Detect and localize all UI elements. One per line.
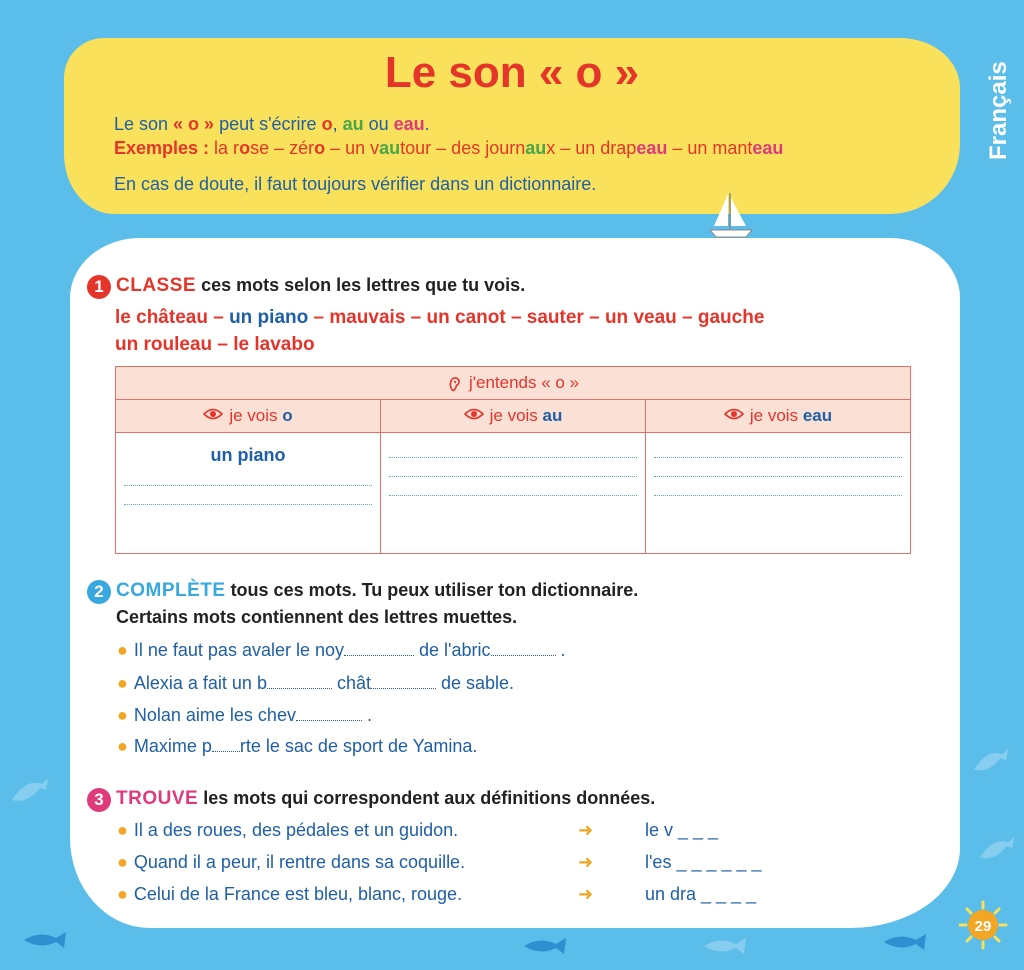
arrow-right-icon: ➜ bbox=[578, 852, 594, 872]
sort-table bbox=[115, 366, 911, 554]
exercise-3-text: les mots qui correspondent aux définitions données. bbox=[198, 788, 656, 808]
fish-icon bbox=[880, 930, 930, 954]
column-header-o bbox=[116, 400, 381, 433]
definition-text: Il a des roues, des pédales et un guidon. bbox=[133, 820, 459, 840]
column-spelling: o bbox=[282, 405, 293, 425]
sailboat-icon bbox=[706, 190, 756, 240]
fish-icon bbox=[976, 832, 1016, 866]
writing-line[interactable] bbox=[124, 485, 372, 486]
answer-field[interactable]: l'es _ _ _ _ _ _ bbox=[645, 852, 762, 872]
bullet-icon: ● bbox=[117, 640, 128, 660]
eye-icon bbox=[724, 406, 744, 426]
fish-icon bbox=[520, 934, 570, 958]
writing-line[interactable] bbox=[654, 495, 902, 496]
definition-3 bbox=[117, 884, 462, 905]
exercise-1-keyword: CLASSE bbox=[116, 275, 197, 296]
blank-field[interactable] bbox=[296, 719, 362, 721]
bullet-icon: ● bbox=[117, 852, 128, 872]
eye-icon bbox=[203, 406, 223, 426]
column-label: je vois bbox=[749, 405, 803, 425]
column-au-cell[interactable] bbox=[381, 433, 646, 554]
sentence-2 bbox=[117, 673, 514, 694]
example-part: tour – des journ bbox=[400, 138, 526, 158]
rule-part: . bbox=[424, 114, 430, 134]
example-part: la r bbox=[209, 138, 240, 158]
example-part: – un v bbox=[325, 138, 380, 158]
sentence-part: Il ne faut pas avaler le noy bbox=[133, 640, 345, 660]
blank-field[interactable] bbox=[212, 750, 240, 752]
exercise-number-1: 1 bbox=[87, 275, 111, 299]
table-header-text: j'entends « o » bbox=[468, 373, 580, 392]
sentence-part: Maxime p bbox=[133, 736, 212, 756]
exercise-2-keyword: COMPLÈTE bbox=[116, 580, 226, 601]
ear-icon bbox=[447, 375, 463, 393]
example-part: se – zér bbox=[250, 138, 315, 158]
answer-field[interactable]: le v _ _ _ bbox=[645, 820, 719, 840]
column-spelling: eau bbox=[802, 405, 833, 425]
exercise-number-2: 2 bbox=[87, 580, 111, 604]
examples-label: Exemples : bbox=[114, 138, 210, 158]
rule-text bbox=[114, 114, 430, 135]
example-part: au bbox=[525, 138, 547, 158]
spelling-au: au bbox=[342, 114, 364, 134]
writing-line[interactable] bbox=[654, 457, 902, 458]
rule-note: En cas de doute, il faut toujours vérifier dans un dictionnaire. bbox=[114, 174, 597, 194]
sentence-part: . bbox=[555, 640, 566, 660]
rule-part: Le son bbox=[114, 114, 174, 134]
column-header-au bbox=[381, 400, 646, 433]
blank-field[interactable] bbox=[267, 687, 332, 689]
column-eau-cell[interactable] bbox=[646, 433, 911, 554]
definition-text: Quand il a peur, il rentre dans sa coquille. bbox=[133, 852, 466, 872]
fish-icon bbox=[8, 774, 50, 808]
column-o-cell[interactable] bbox=[116, 433, 381, 554]
writing-line[interactable] bbox=[124, 504, 372, 505]
example-part: o bbox=[314, 138, 326, 158]
writing-line[interactable] bbox=[389, 457, 637, 458]
arrow-right-icon: ➜ bbox=[578, 884, 594, 904]
subject-label bbox=[976, 30, 1016, 170]
column-spelling: au bbox=[542, 405, 563, 425]
word-list bbox=[115, 304, 875, 358]
example-part: au bbox=[379, 138, 401, 158]
example-part: – un mant bbox=[667, 138, 753, 158]
rule-box bbox=[64, 38, 960, 214]
rule-sound: « o » bbox=[173, 114, 215, 134]
sentence-part: rte le sac de sport de Yamina. bbox=[239, 736, 478, 756]
fish-icon bbox=[700, 934, 750, 958]
rule-part: peut s'écrire bbox=[214, 114, 322, 134]
bullet-icon: ● bbox=[117, 820, 128, 840]
arrow-right-icon: ➜ bbox=[578, 820, 594, 840]
answer-field[interactable]: un dra _ _ _ _ bbox=[645, 884, 757, 904]
example-part: o bbox=[239, 138, 251, 158]
example-part: eau bbox=[752, 138, 784, 158]
rule-part: ou bbox=[363, 114, 394, 134]
fish-icon bbox=[20, 928, 70, 952]
sentence-4 bbox=[117, 736, 477, 757]
word-list-part: un rouleau – le lavabo bbox=[115, 334, 315, 355]
writing-line[interactable] bbox=[654, 476, 902, 477]
bullet-icon: ● bbox=[117, 884, 128, 904]
sentence-part: . bbox=[361, 705, 372, 725]
blank-field[interactable] bbox=[344, 654, 414, 656]
blank-field[interactable] bbox=[491, 654, 556, 656]
spelling-o: o bbox=[321, 114, 333, 134]
column-label: je vois bbox=[229, 405, 283, 425]
column-label: je vois bbox=[489, 405, 543, 425]
spelling-eau: eau bbox=[393, 114, 425, 134]
exercise-2-text: tous ces mots. Tu peux utiliser ton dictionnaire. bbox=[225, 580, 639, 600]
examples-line bbox=[114, 138, 783, 159]
eye-icon bbox=[464, 406, 484, 426]
sentence-3 bbox=[117, 705, 372, 726]
rule-part: , bbox=[332, 114, 343, 134]
bullet-icon: ● bbox=[117, 736, 128, 756]
word-list-example: un piano bbox=[229, 307, 309, 328]
subject-label-text: Français bbox=[985, 61, 1012, 160]
sentence-part: Alexia a fait un b bbox=[133, 673, 267, 693]
blank-field[interactable] bbox=[371, 687, 436, 689]
sentence-1 bbox=[117, 640, 566, 661]
sun-icon bbox=[958, 900, 1008, 950]
word-list-part: – mauvais – un canot – sauter – un veau – gauche bbox=[308, 307, 765, 328]
page-number: 29 bbox=[974, 918, 992, 935]
sentence-part: de sable. bbox=[436, 673, 515, 693]
page-title: Le son « o » bbox=[384, 48, 640, 97]
bullet-icon: ● bbox=[117, 705, 128, 725]
sentence-part: chât bbox=[331, 673, 371, 693]
exercise-3-keyword: TROUVE bbox=[116, 788, 199, 809]
definition-1 bbox=[117, 820, 458, 841]
writing-line[interactable] bbox=[389, 476, 637, 477]
column-header-eau bbox=[646, 400, 911, 433]
exercise-2-instruction-2: Certains mots contiennent des lettres muettes. bbox=[116, 607, 518, 627]
sentence-part: Nolan aime les chev bbox=[133, 705, 296, 725]
example-part: eau bbox=[636, 138, 668, 158]
exercise-number-3: 3 bbox=[87, 788, 111, 812]
fish-icon bbox=[970, 744, 1010, 778]
example-answer: un piano bbox=[210, 445, 286, 465]
sentence-part: de l'abric bbox=[414, 640, 491, 660]
definition-2 bbox=[117, 852, 465, 873]
definition-text: Celui de la France est bleu, blanc, rouge. bbox=[133, 884, 463, 904]
word-list-part: le château – bbox=[115, 307, 230, 328]
exercise-3-instruction bbox=[116, 788, 655, 810]
example-part: x – un drap bbox=[546, 138, 637, 158]
table-header bbox=[116, 367, 911, 400]
exercise-2-instruction bbox=[116, 580, 638, 602]
writing-line[interactable] bbox=[389, 495, 637, 496]
bullet-icon: ● bbox=[117, 673, 128, 693]
exercise-1-instruction bbox=[116, 275, 525, 297]
exercise-1-text: ces mots selon les lettres que tu vois. bbox=[196, 275, 526, 295]
